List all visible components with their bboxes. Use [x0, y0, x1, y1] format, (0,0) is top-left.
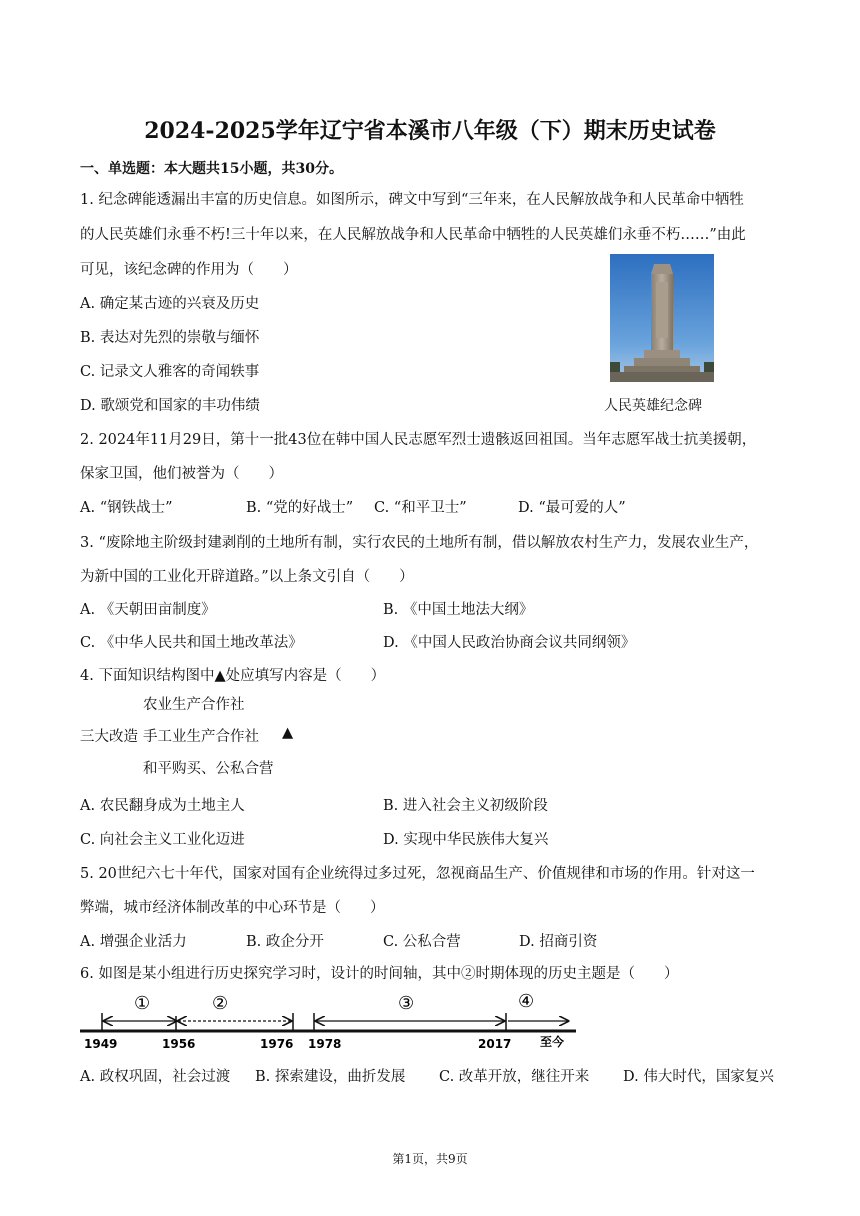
exam-title: 2024-2025学年辽宁省本溪市八年级（下）期末历史试卷 — [144, 118, 716, 144]
q3-stem-line2: 为新中国的工业化开辟道路。”以上条文引自（ ） — [80, 569, 414, 585]
q4-diagram-triangle: ▲ — [282, 725, 294, 741]
timeline-year-now: 至今 — [540, 1035, 565, 1049]
q5-option-b[interactable]: B. 政企分开 — [246, 934, 324, 950]
q1-option-a[interactable]: A. 确定某古迹的兴衰及历史 — [80, 296, 260, 312]
q4-diagram-left: 三大改造 — [80, 729, 138, 745]
q2-option-d[interactable]: D. “最可爱的人” — [518, 500, 626, 516]
q2-stem-line2: 保家卫国，他们被誉为（ ） — [80, 466, 283, 482]
q5-stem-line1: 5. 20世纪六七十年代，国家对国有企业统得过多过死，忽视商品生产、价值规律和市场的作用。针对这一 — [80, 866, 755, 882]
q4-diagram-middle: 手工业生产合作社 — [143, 729, 259, 745]
q3-option-c[interactable]: C. 《中华人民共和国土地改革法》 — [80, 635, 303, 651]
timeline-year-1976: 1976 — [260, 1037, 294, 1050]
timeline-mark-3: ③ — [398, 993, 415, 1014]
timeline-mark-2: ② — [212, 993, 229, 1014]
timeline-year-1956: 1956 — [162, 1037, 196, 1050]
q4-diagram-top: 农业生产合作社 — [143, 697, 245, 713]
q4-option-c[interactable]: C. 向社会主义工业化迈进 — [80, 832, 245, 848]
q4-option-a[interactable]: A. 农民翻身成为土地主人 — [80, 798, 245, 814]
q4-option-b[interactable]: B. 进入社会主义初级阶段 — [383, 798, 548, 814]
q1-option-d[interactable]: D. 歌颂党和国家的丰功伟绩 — [80, 398, 260, 414]
q3-option-d[interactable]: D. 《中国人民政治协商会议共同纲领》 — [383, 635, 636, 651]
timeline-mark-4: ④ — [518, 991, 535, 1012]
timeline-diagram — [76, 988, 586, 1050]
timeline-year-2017: 2017 — [478, 1037, 512, 1050]
timeline-year-1978: 1978 — [308, 1037, 342, 1050]
monument-caption: 人民英雄纪念碑 — [604, 398, 702, 414]
q2-option-b[interactable]: B. “党的好战士” — [246, 500, 354, 516]
q5-option-d[interactable]: D. 招商引资 — [519, 934, 598, 950]
timeline-mark-1: ① — [134, 993, 151, 1014]
q1-stem-line1: 1. 纪念碑能透漏出丰富的历史信息。如图所示，碑文中写到“三年来，在人民解放战争和人民革命中牺牲 — [80, 192, 744, 208]
q5-option-a[interactable]: A. 增强企业活力 — [80, 934, 187, 950]
q2-option-a[interactable]: A. “钢铁战士” — [80, 500, 173, 516]
q1-stem-line3: 可见，该纪念碑的作用为（ ） — [80, 262, 298, 278]
q6-stem-line1: 6. 如图是某小组进行历史探究学习时，设计的时间轴，其中②时期体现的历史主题是（ ） — [80, 966, 679, 982]
q6-option-b[interactable]: B. 探索建设，曲折发展 — [255, 1069, 406, 1085]
section-heading: 一、单选题：本大题共15小题，共30分。 — [80, 161, 343, 177]
q2-option-c[interactable]: C. “和平卫士” — [374, 500, 467, 516]
q5-stem-line2: 弊端，城市经济体制改革的中心环节是（ ） — [80, 900, 385, 916]
monument-photo — [610, 254, 714, 382]
q1-option-b[interactable]: B. 表达对先烈的崇敬与缅怀 — [80, 330, 260, 346]
q2-stem-line1: 2. 2024年11月29日，第十一批43位在韩中国人民志愿军烈士遗骸返回祖国。当年志愿军战士抗美援朝， — [80, 432, 757, 448]
q3-stem-line1: 3. “废除地主阶级封建剥削的土地所有制，实行农民的土地所有制，借以解放农村生产力，发展农业生产， — [80, 535, 759, 551]
q4-stem-line1: 4. 下面知识结构图中▲处应填写内容是（ ） — [80, 668, 386, 684]
q5-option-c[interactable]: C. 公私合营 — [383, 934, 461, 950]
q3-option-b[interactable]: B. 《中国土地法大纲》 — [383, 602, 534, 618]
q3-option-a[interactable]: A. 《天朝田亩制度》 — [80, 602, 216, 618]
q6-option-c[interactable]: C. 改革开放，继往开来 — [439, 1069, 590, 1085]
page-footer: 第1页，共9页 — [392, 1152, 468, 1166]
q1-stem-line2: 的人民英雄们永垂不朽!三十年以来，在人民解放战争和人民革命中牺牲的人民英雄们永垂不朽……”由此 — [80, 227, 746, 243]
q6-option-a[interactable]: A. 政权巩固，社会过渡 — [80, 1069, 231, 1085]
q1-option-c[interactable]: C. 记录文人雅客的奇闻轶事 — [80, 364, 260, 380]
q4-diagram-bottom: 和平购买、公私合营 — [143, 761, 274, 777]
q6-option-d[interactable]: D. 伟大时代，国家复兴 — [623, 1069, 774, 1085]
q4-option-d[interactable]: D. 实现中华民族伟大复兴 — [383, 832, 549, 848]
timeline-year-1949: 1949 — [84, 1037, 118, 1050]
